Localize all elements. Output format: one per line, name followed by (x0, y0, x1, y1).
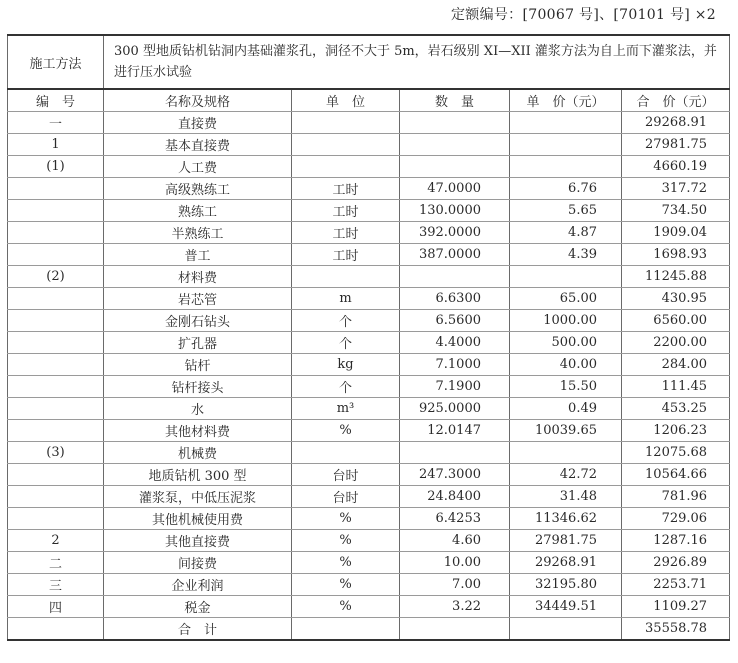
header-price: 单 价（元） (510, 89, 622, 112)
cell-total: 11245.88 (622, 266, 730, 288)
cell-total: 453.25 (622, 398, 730, 420)
cell-name: 间接费 (104, 552, 292, 574)
cell-unit: 个 (292, 310, 400, 332)
cell-no (8, 288, 104, 310)
cell-no: 四 (8, 596, 104, 618)
cell-price: 31.48 (510, 486, 622, 508)
cell-name: 基本直接费 (104, 134, 292, 156)
cell-no (8, 332, 104, 354)
table-row (8, 310, 730, 332)
cell-price: 40.00 (510, 354, 622, 376)
cell-qty (400, 442, 510, 464)
cell-unit: m (292, 288, 400, 310)
cell-price: 32195.80 (510, 574, 622, 596)
cell-price: 4.39 (510, 244, 622, 266)
cell-total: 35558.78 (622, 618, 730, 641)
cell-qty (400, 156, 510, 178)
cell-no (8, 244, 104, 266)
cell-price (510, 134, 622, 156)
cell-qty: 4.4000 (400, 332, 510, 354)
cell-unit: % (292, 420, 400, 442)
cell-unit: % (292, 596, 400, 618)
cell-total: 1698.93 (622, 244, 730, 266)
cell-no: 三 (8, 574, 104, 596)
quota-number: 定额编号：[70067 号]、[70101 号] ×2 (450, 7, 716, 23)
cell-no: 2 (8, 530, 104, 552)
cell-total: 6560.00 (622, 310, 730, 332)
cell-qty (400, 112, 510, 134)
table-row (8, 464, 730, 486)
cell-name: 税金 (104, 596, 292, 618)
cell-total: 781.96 (622, 486, 730, 508)
cell-name: 企业利润 (104, 574, 292, 596)
cell-no (8, 310, 104, 332)
cell-unit (292, 266, 400, 288)
cell-qty: 925.0000 (400, 398, 510, 420)
cell-no: 二 (8, 552, 104, 574)
cell-unit (292, 442, 400, 464)
cell-name: 普工 (104, 244, 292, 266)
cell-total: 1109.27 (622, 596, 730, 618)
cell-no (8, 354, 104, 376)
cell-qty: 3.22 (400, 596, 510, 618)
cell-price: 4.87 (510, 222, 622, 244)
header-qty: 数 量 (400, 89, 510, 112)
table-row (8, 222, 730, 244)
cell-no: 1 (8, 134, 104, 156)
cell-total: 2200.00 (622, 332, 730, 354)
cell-price: 42.72 (510, 464, 622, 486)
cell-name: 灌浆泵，中低压泥浆 (104, 486, 292, 508)
cell-name: 水 (104, 398, 292, 420)
cell-no (8, 464, 104, 486)
cell-total: 12075.68 (622, 442, 730, 464)
table-row (8, 156, 730, 178)
cell-no: 一 (8, 112, 104, 134)
cell-qty (400, 134, 510, 156)
cost-table (7, 34, 730, 641)
cell-price: 1000.00 (510, 310, 622, 332)
method-row (8, 35, 730, 89)
cell-unit: 工时 (292, 178, 400, 200)
cell-unit: 工时 (292, 222, 400, 244)
cell-unit: 个 (292, 332, 400, 354)
cell-qty: 6.5600 (400, 310, 510, 332)
cell-total: 430.95 (622, 288, 730, 310)
cell-unit (292, 156, 400, 178)
cell-no: (1) (8, 156, 104, 178)
cell-name: 材料费 (104, 266, 292, 288)
cell-unit: kg (292, 354, 400, 376)
cell-unit: 个 (292, 376, 400, 398)
cell-name: 扩孔器 (104, 332, 292, 354)
cell-name: 高级熟练工 (104, 178, 292, 200)
table-row (8, 530, 730, 552)
header-unit: 单 位 (292, 89, 400, 112)
cost-table-container (7, 34, 729, 641)
cell-qty: 10.00 (400, 552, 510, 574)
cell-name: 熟练工 (104, 200, 292, 222)
cell-total: 29268.91 (622, 112, 730, 134)
table-row (8, 112, 730, 134)
cell-qty (400, 266, 510, 288)
cell-qty: 130.0000 (400, 200, 510, 222)
cell-price: 27981.75 (510, 530, 622, 552)
cell-unit: 台时 (292, 464, 400, 486)
cell-price: 10039.65 (510, 420, 622, 442)
cell-price: 6.76 (510, 178, 622, 200)
cell-qty (400, 618, 510, 641)
cell-no: (2) (8, 266, 104, 288)
table-row (8, 442, 730, 464)
cell-qty: 24.8400 (400, 486, 510, 508)
cell-qty: 47.0000 (400, 178, 510, 200)
cell-qty: 247.3000 (400, 464, 510, 486)
cell-total: 2926.89 (622, 552, 730, 574)
cell-qty: 387.0000 (400, 244, 510, 266)
table-row (8, 200, 730, 222)
table-row (8, 398, 730, 420)
cell-unit (292, 134, 400, 156)
cell-qty: 4.60 (400, 530, 510, 552)
cell-unit: % (292, 552, 400, 574)
cell-price: 5.65 (510, 200, 622, 222)
cell-unit: 工时 (292, 200, 400, 222)
cell-price (510, 266, 622, 288)
table-row (8, 420, 730, 442)
cell-qty: 6.4253 (400, 508, 510, 530)
table-row (8, 508, 730, 530)
cell-total: 111.45 (622, 376, 730, 398)
cell-total: 1909.04 (622, 222, 730, 244)
table-row (8, 244, 730, 266)
table-row (8, 354, 730, 376)
cell-qty: 6.6300 (400, 288, 510, 310)
cell-total: 729.06 (622, 508, 730, 530)
header-no: 编 号 (8, 89, 104, 112)
method-text: 300 型地质钻机钻洞内基础灌浆孔，洞径不大于 5m，岩石级别 XI—XII 灌浆方法为自上而下灌浆法，并进行压水试验 (104, 35, 730, 89)
cell-unit: % (292, 508, 400, 530)
cell-no (8, 200, 104, 222)
cell-no: (3) (8, 442, 104, 464)
cell-no (8, 376, 104, 398)
cell-unit: % (292, 574, 400, 596)
cell-no (8, 508, 104, 530)
cell-price (510, 442, 622, 464)
header-name: 名称及规格 (104, 89, 292, 112)
cell-total: 317.72 (622, 178, 730, 200)
cell-no (8, 398, 104, 420)
cell-total: 2253.71 (622, 574, 730, 596)
cell-name: 人工费 (104, 156, 292, 178)
method-label: 施工方法 (8, 35, 104, 89)
cell-price: 29268.91 (510, 552, 622, 574)
cell-unit (292, 112, 400, 134)
cell-total: 284.00 (622, 354, 730, 376)
cell-name: 直接费 (104, 112, 292, 134)
cell-price (510, 618, 622, 641)
cell-price: 34449.51 (510, 596, 622, 618)
cell-unit: 工时 (292, 244, 400, 266)
cell-name: 岩芯管 (104, 288, 292, 310)
cell-no (8, 486, 104, 508)
cell-no (8, 420, 104, 442)
cell-price: 15.50 (510, 376, 622, 398)
cell-name: 其他直接费 (104, 530, 292, 552)
cell-unit (292, 618, 400, 641)
cell-total: 1206.23 (622, 420, 730, 442)
cell-name: 其他机械使用费 (104, 508, 292, 530)
cell-price: 65.00 (510, 288, 622, 310)
cell-total: 10564.66 (622, 464, 730, 486)
cell-no (8, 178, 104, 200)
cell-total: 1287.16 (622, 530, 730, 552)
cell-price: 500.00 (510, 332, 622, 354)
cell-unit: % (292, 530, 400, 552)
table-row (8, 266, 730, 288)
cell-qty: 7.1900 (400, 376, 510, 398)
table-row (8, 596, 730, 618)
cell-no (8, 222, 104, 244)
cell-qty: 12.0147 (400, 420, 510, 442)
cell-qty: 7.1000 (400, 354, 510, 376)
table-row (8, 574, 730, 596)
cell-price (510, 112, 622, 134)
header-total: 合 价（元） (622, 89, 730, 112)
cell-total: 27981.75 (622, 134, 730, 156)
cell-name: 合 计 (104, 618, 292, 641)
cell-name: 其他材料费 (104, 420, 292, 442)
table-row (8, 618, 730, 641)
table-row (8, 552, 730, 574)
table-row (8, 376, 730, 398)
cell-unit: m³ (292, 398, 400, 420)
cell-name: 机械费 (104, 442, 292, 464)
cell-price (510, 156, 622, 178)
table-row (8, 134, 730, 156)
cell-name: 半熟练工 (104, 222, 292, 244)
cell-total: 4660.19 (622, 156, 730, 178)
table-row (8, 332, 730, 354)
cell-price: 11346.62 (510, 508, 622, 530)
cell-qty: 392.0000 (400, 222, 510, 244)
cell-name: 钻杆接头 (104, 376, 292, 398)
cell-unit: 台时 (292, 486, 400, 508)
table-row (8, 288, 730, 310)
table-row (8, 486, 730, 508)
cell-no (8, 618, 104, 641)
cell-qty: 7.00 (400, 574, 510, 596)
cell-price: 0.49 (510, 398, 622, 420)
cell-name: 地质钻机 300 型 (104, 464, 292, 486)
table-row (8, 178, 730, 200)
cell-name: 钻杆 (104, 354, 292, 376)
cell-total: 734.50 (622, 200, 730, 222)
cell-name: 金刚石钻头 (104, 310, 292, 332)
header-row (8, 89, 730, 112)
